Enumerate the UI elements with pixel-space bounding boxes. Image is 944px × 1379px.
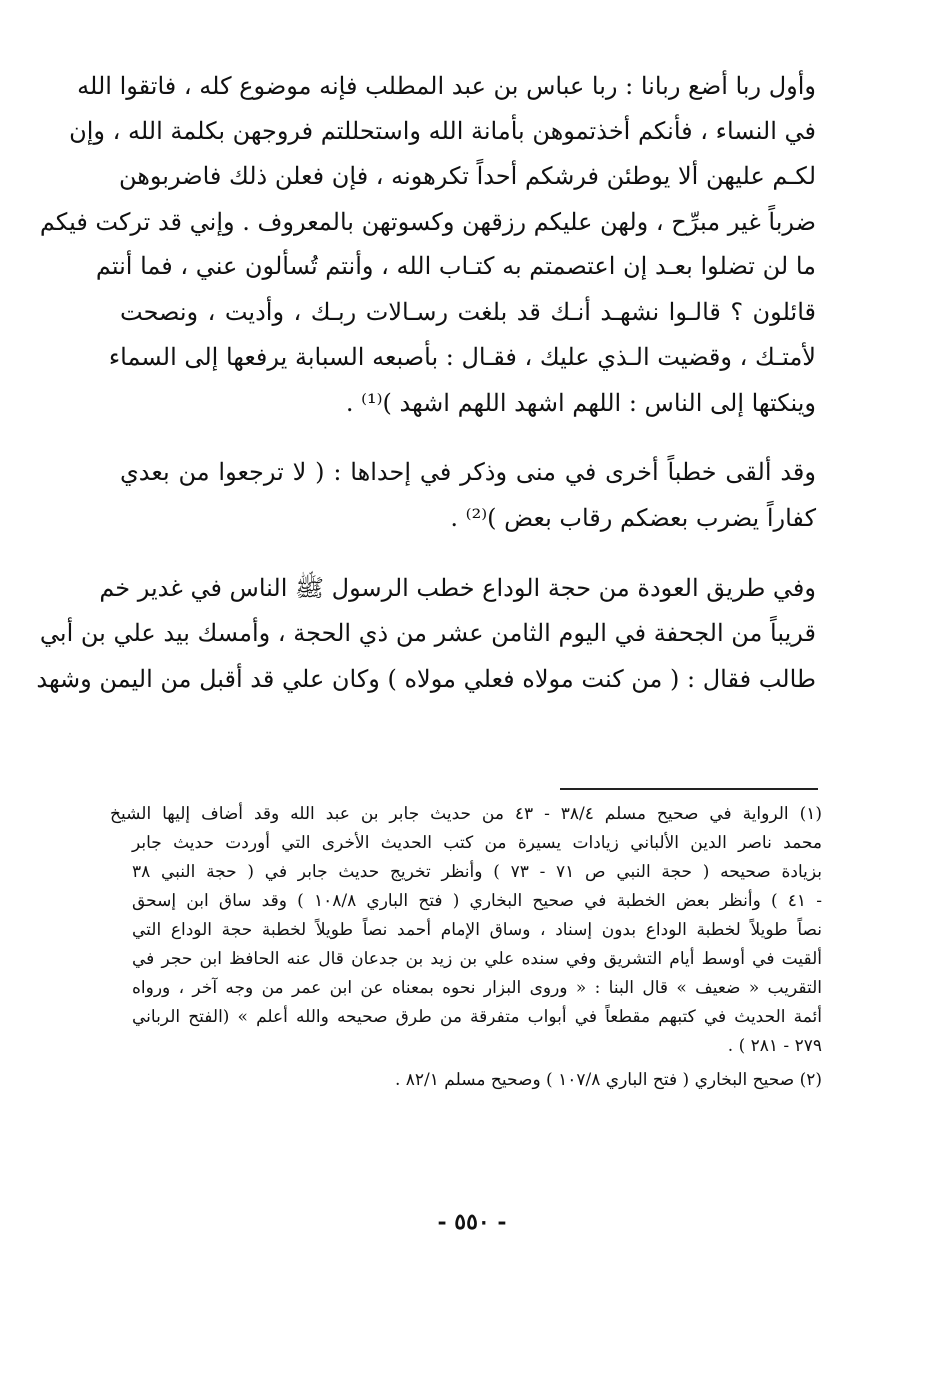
text-line: كفاراً يضرب بعضكم رقاب بعض )⁽²⁾ .	[450, 504, 816, 532]
footnote-line: أئمة الحديث في كتبهم مقطعاً في أبواب متفرقة من طرق صحيحه والله أعلم » (الفتح الرباني	[132, 1007, 822, 1027]
footnote-line: محمد ناصر الدين الألباني زيادات يسيرة من كتب الحديث الأخرى التي أوردت حديث جابر	[132, 833, 822, 853]
footnote-line: ألقيت في أوسط أيام التشريق وفي سنده علي بن زيد بن جدعان قال عنه الحافظ ابن حجر في	[132, 949, 822, 969]
footnote-line: (١) الرواية في صحيح مسلم ٣٨/٤ - ٤٣ من حديث جابر بن عبد الله وقد أضاف إليها الشيخ	[110, 804, 822, 824]
footnote-line: - ٤١ ) وأنظر بعض الخطبة في صحيح البخاري ( فتح الباري ١٠٨/٨ ) وقد ساق ابن إسحق	[132, 891, 822, 911]
text-line: في النساء ، فأنكم أخذتموهن بأمانة الله واستحللتم فروجهن بكلمة الله ، وإن	[69, 117, 816, 145]
text-line: ضرباً غير مبرِّح ، ولهن عليكم رزقهن وكسوتهن بالمعروف . وإني قد تركت فيكم	[39, 208, 816, 236]
footnote-line: (٢) صحيح البخاري ( فتح الباري ١٠٧/٨ ) وصحيح مسلم ٨٢/١ .	[394, 1070, 822, 1090]
text-line: لأمتـك ، وقضيت الـذي عليك ، فقـال : بأصبعه السبابة يرفعها إلى السماء	[108, 343, 816, 371]
text-line: ما لن تضلوا بعـد إن اعتصمتم به كتـاب الله ، وأنتم تُسألون عني ، فما أنتم	[95, 252, 816, 280]
text-line: وفي طريق العودة من حجة الوداع خطب الرسول ﷺ الناس في غدير خم	[99, 574, 816, 602]
text-line: وقد ألقى خطباً أخرى في منى وذكر في إحداها : ( لا ترجعوا من بعدي	[120, 458, 816, 486]
text-line: وأول ربا أضع ربانا : ربا عباس بن عبد المطلب فإنه موضوع كله ، فاتقوا الله	[77, 72, 816, 100]
page-number: - ٥٥٠ -	[437, 1209, 507, 1235]
text-line: قائلون ؟ قالـوا نشهـد أنـك قد بلغت رسـالات ربـك ، وأديت ، ونصحت	[120, 298, 816, 326]
text-line: وينكتها إلى الناس : اللهم اشهد اللهم اشهد )⁽¹⁾ .	[345, 389, 816, 417]
text-line: قريباً من الجحفة في اليوم الثامن عشر من ذي الحجة ، وأمسك بيد علي بن أبي	[39, 619, 816, 647]
footnote-line: ٢٧٩ - ٢٨١ ) .	[727, 1036, 822, 1056]
footnote-line: نصاً طويلاً لخطبة الوداع بدون إسناد ، وساق الإمام أحمد نصاً طويلاً لخطبة حجة الوداع التي	[132, 920, 822, 940]
text-line: لكـم عليهن ألا يوطئن فرشكم أحداً تكرهونه ، فإن فعلن ذلك فاضربوهن	[118, 162, 816, 190]
footnote-separator	[560, 788, 818, 790]
footnote-line: بزيادة صحيحه ( حجة النبي ص ٧١ - ٧٣ ) وأنظر تخريج حديث جابر في ( حجة النبي ٣٨	[132, 862, 822, 882]
text-line: طالب فقال : ( من كنت مولاه فعلي مولاه ) وكان علي قد أقبل من اليمن وشهد	[36, 665, 816, 693]
footnote-line: التقريب « ضعيف » قال البنا : « وروى البزار نحوه بمعناه عن ابن عمر من وجه آخر ، ورواه	[132, 978, 822, 998]
